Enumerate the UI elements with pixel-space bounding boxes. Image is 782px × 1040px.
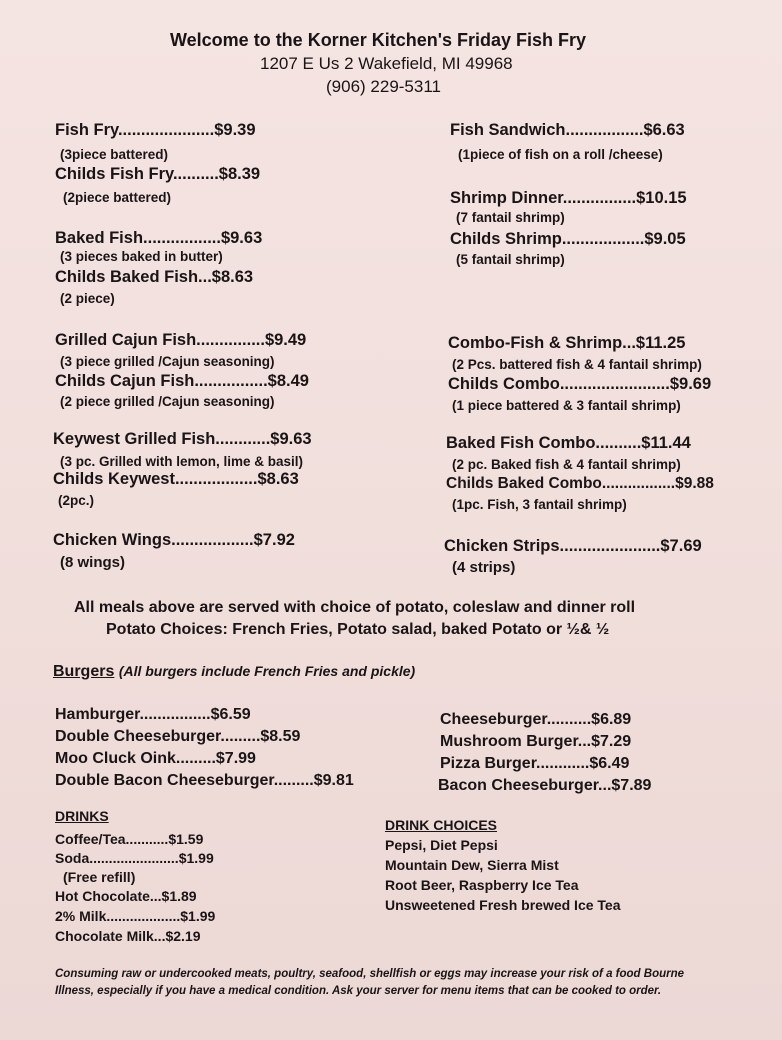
disclaimer-line-2: Illness, especially if you have a medical condition. Ask your server for menu items that can be cooked to order. <box>55 985 662 997</box>
item-grilled-cajun-fish: Grilled Cajun Fish...............$9.49 <box>55 331 307 349</box>
meal-note: All meals above are served with choice of potato, coleslaw and dinner roll <box>74 599 636 616</box>
item-childs-fish-fry: Childs Fish Fry..........$8.39 <box>55 165 261 183</box>
item-childs-baked-fish: Childs Baked Fish...$8.63 <box>55 268 254 286</box>
item-baked-fish-combo: Baked Fish Combo..........$11.44 <box>446 434 691 452</box>
item-chicken-wings: Chicken Wings..................$7.92 <box>53 531 295 549</box>
item-desc: (2piece battered) <box>63 190 172 205</box>
item-desc: (8 wings) <box>60 554 126 571</box>
item-childs-baked-combo: Childs Baked Combo.................$9.88 <box>446 475 714 492</box>
drink-item: 2% Milk...................$1.99 <box>55 908 216 924</box>
item-desc: (7 fantail shrimp) <box>456 210 565 225</box>
item-combo-fish-shrimp: Combo-Fish & Shrimp...$11.25 <box>448 334 686 352</box>
burger-mushroom: Mushroom Burger...$7.29 <box>440 733 632 750</box>
item-fish-fry: Fish Fry.....................$9.39 <box>55 121 256 139</box>
item-desc: (2 pc. Baked fish & 4 fantail shrimp) <box>452 457 681 472</box>
drink-choice: Root Beer, Raspberry Ice Tea <box>385 877 579 893</box>
burgers-subtitle: (All burgers include French Fries and pickle) <box>118 663 416 679</box>
item-desc: (2pc.) <box>58 493 95 508</box>
item-desc: (3piece battered) <box>60 147 169 162</box>
item-desc: (2 piece grilled /Cajun seasoning) <box>60 394 275 409</box>
drink-item: Soda.......................$1.99 <box>55 850 214 866</box>
potato-choices: Potato Choices: French Fries, Potato salad, baked Potato or ½& ½ <box>106 621 610 638</box>
item-keywest-grilled-fish: Keywest Grilled Fish............$9.63 <box>53 430 312 448</box>
burger-moo-cluck-oink: Moo Cluck Oink.........$7.99 <box>55 750 256 767</box>
drinks-title: DRINKS <box>55 808 109 824</box>
drink-item: Chocolate Milk...$2.19 <box>55 928 201 944</box>
drink-choice: Pepsi, Diet Pepsi <box>385 837 498 853</box>
burger-bacon-cheeseburger: Bacon Cheeseburger...$7.89 <box>438 777 652 794</box>
item-childs-cajun-fish: Childs Cajun Fish................$8.49 <box>55 372 309 390</box>
menu-title: Welcome to the Korner Kitchen's Friday Fish Fry <box>170 30 587 50</box>
burgers-heading <box>53 663 415 681</box>
burgers-title: Burgers <box>53 663 115 680</box>
phone-number: (906) 229-5311 <box>326 77 441 96</box>
item-childs-shrimp: Childs Shrimp..................$9.05 <box>450 230 686 248</box>
item-desc: (1piece of fish on a roll /cheese) <box>458 147 663 162</box>
burger-cheeseburger: Cheeseburger..........$6.89 <box>440 711 632 728</box>
drink-item: (Free refill) <box>63 869 136 885</box>
disclaimer-line-1: Consuming raw or undercooked meats, poultry, seafood, shellfish or eggs may increase your risk of a food Bourne <box>55 968 685 980</box>
item-desc: (1pc. Fish, 3 fantail shrimp) <box>452 497 627 512</box>
drink-choices-title: DRINK CHOICES <box>385 817 498 833</box>
drink-item: Coffee/Tea...........$1.59 <box>55 831 204 847</box>
item-desc: (3 pieces baked in butter) <box>60 249 223 264</box>
item-desc: (3 pc. Grilled with lemon, lime & basil) <box>60 454 304 469</box>
item-childs-keywest: Childs Keywest..................$8.63 <box>53 470 299 488</box>
item-childs-combo: Childs Combo........................$9.69 <box>448 375 712 393</box>
drink-choice: Mountain Dew, Sierra Mist <box>385 857 559 873</box>
drink-choice: Unsweetened Fresh brewed Ice Tea <box>385 897 621 913</box>
address: 1207 E Us 2 Wakefield, MI 49968 <box>260 54 513 73</box>
item-shrimp-dinner: Shrimp Dinner................$10.15 <box>450 189 687 207</box>
item-chicken-strips: Chicken Strips......................$7.69 <box>444 537 702 555</box>
item-desc: (2 Pcs. battered fish & 4 fantail shrimp) <box>452 357 702 372</box>
item-fish-sandwich: Fish Sandwich.................$6.63 <box>450 121 685 139</box>
burger-double-cheeseburger: Double Cheeseburger.........$8.59 <box>55 728 301 745</box>
drink-item: Hot Chocolate...$1.89 <box>55 888 197 904</box>
item-baked-fish: Baked Fish.................$9.63 <box>55 229 263 247</box>
item-desc: (2 piece) <box>60 291 115 306</box>
item-desc: (1 piece battered & 3 fantail shrimp) <box>452 398 681 413</box>
burger-pizza: Pizza Burger............$6.49 <box>440 755 630 772</box>
burger-hamburger: Hamburger................$6.59 <box>55 706 251 723</box>
burger-double-bacon-cheeseburger: Double Bacon Cheeseburger.........$9.81 <box>55 772 354 789</box>
item-desc: (4 strips) <box>452 559 516 576</box>
item-desc: (3 piece grilled /Cajun seasoning) <box>60 354 275 369</box>
item-desc: (5 fantail shrimp) <box>456 252 565 267</box>
